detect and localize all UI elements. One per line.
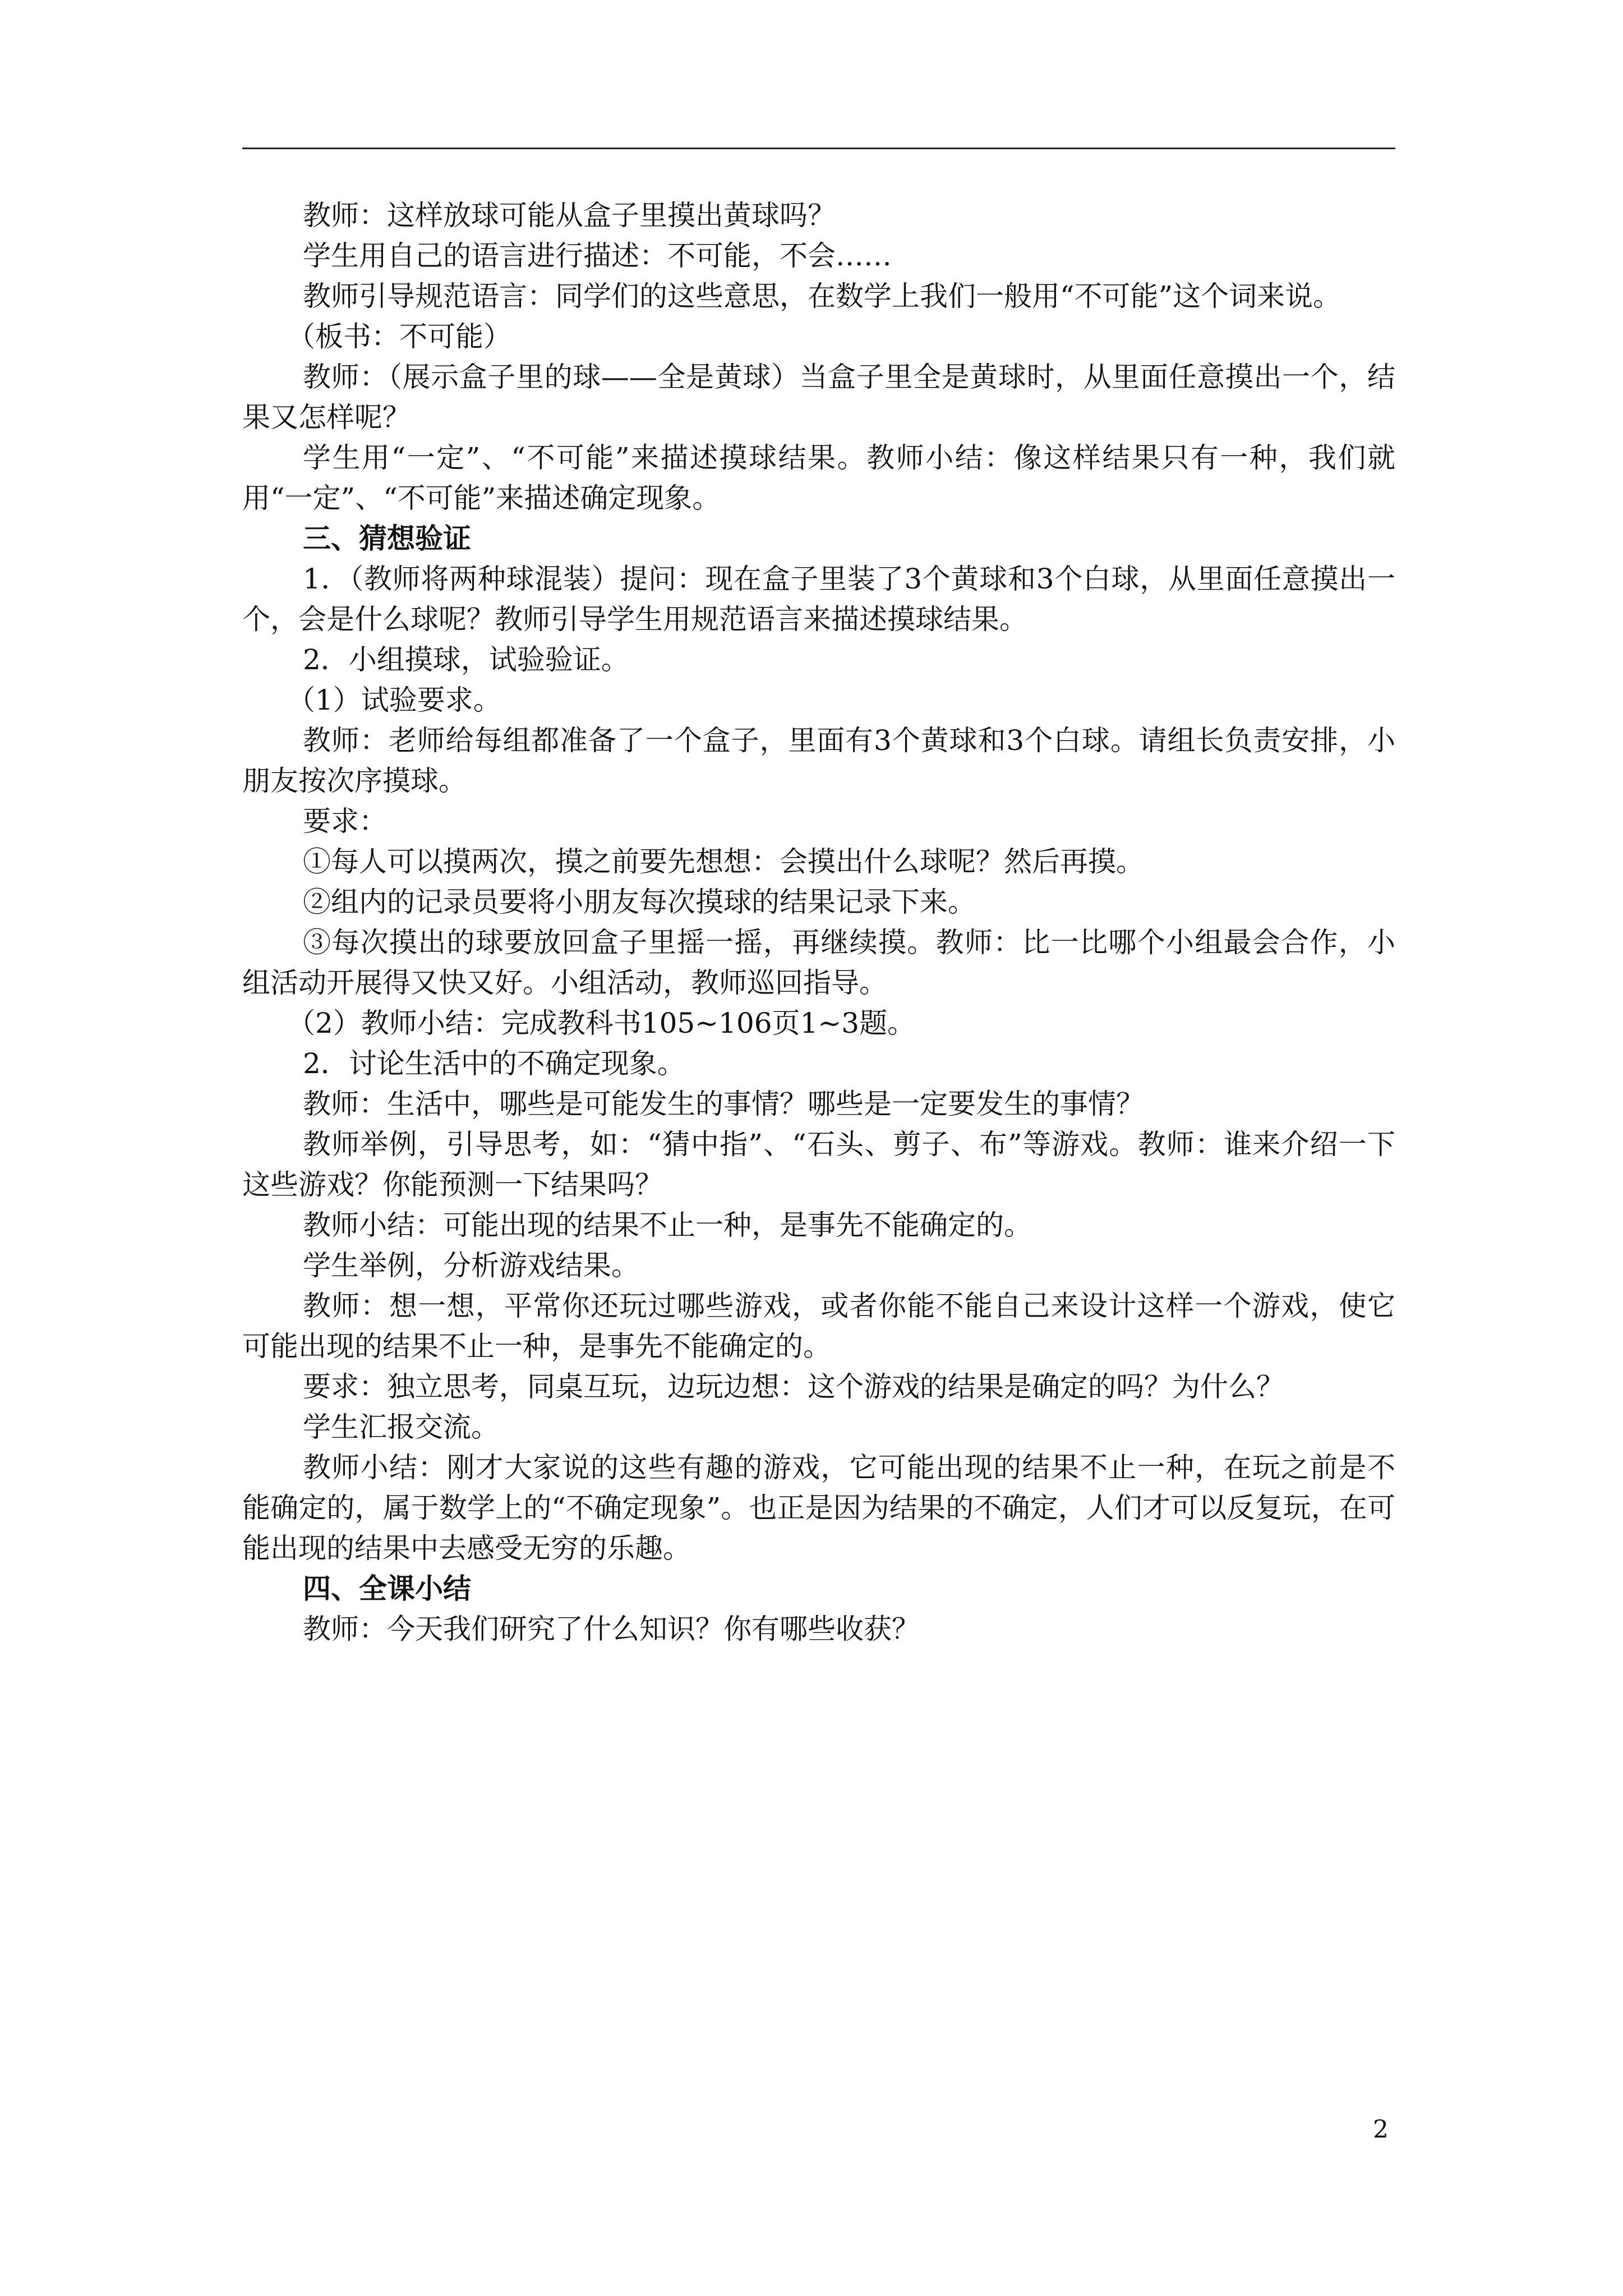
paragraph: 教师：今天我们研究了什么知识？你有哪些收获？ — [303, 1613, 920, 1645]
header-rule — [242, 148, 1395, 149]
paragraph: 1．（教师将两种球混装）提问：现在盒子里装了3个黄球和3个白球，从里面任意摸出一个，会是什么球呢？教师引导学生用规范语言来描述摸球结果。 — [242, 563, 1395, 636]
paragraph: ②组内的记录员要将小朋友每次摸球的结果记录下来。 — [303, 886, 976, 918]
paragraph: 教师：老师给每组都准备了一个盒子，里面有3个黄球和3个白球。请组长负责安排，小朋友按次序摸球。 — [242, 724, 1395, 797]
paragraph: （1）试验要求。 — [287, 684, 501, 716]
document-body — [242, 195, 1395, 1649]
paragraph: 教师：生活中，哪些是可能发生的事情？哪些是一定要发生的事情？ — [303, 1088, 1144, 1120]
paragraph: 要求：独立思考，同桌互玩，边玩边想：这个游戏的结果是确定的吗？为什么？ — [303, 1370, 1284, 1403]
paragraph: 学生举例，分析游戏结果。 — [303, 1249, 639, 1282]
paragraph: 教师举例，引导思考，如：“猜中指”、“石头、剪子、布”等游戏。教师：谁来介绍一下这些游戏？你能预测一下结果吗？ — [242, 1128, 1395, 1201]
page-number: 2 — [1373, 2115, 1389, 2144]
paragraph: 教师：想一想，平常你还玩过哪些游戏，或者你能不能自己来设计这样一个游戏，使它可能出现的结果不止一种，是事先不能确定的。 — [242, 1290, 1395, 1363]
section-heading: 三、猜想验证 — [303, 522, 471, 555]
paragraph: 教师：（展示盒子里的球——全是黄球）当盒子里全是黄球时，从里面任意摸出一个，结果又怎样呢？ — [242, 361, 1395, 434]
paragraph: 学生汇报交流。 — [303, 1411, 499, 1443]
paragraph: （2）教师小结：完成教科书105~106页1~3题。 — [287, 1007, 916, 1039]
section-heading: 四、全课小结 — [303, 1572, 471, 1605]
paragraph: ③每次摸出的球要放回盒子里摇一摇，再继续摸。教师：比一比哪个小组最会合作，小组活动开展得又快又好。小组活动，教师巡回指导。 — [242, 926, 1395, 999]
paragraph: 教师引导规范语言：同学们的这些意思，在数学上我们一般用“不可能”这个词来说。 — [303, 280, 1341, 312]
paragraph: 教师小结：刚才大家说的这些有趣的游戏，它可能出现的结果不止一种，在玩之前是不能确定的，属于数学上的“不确定现象”。也正是因为结果的不确定，人们才可以反复玩，在可能出现的结果中去感受无穷的乐趣。 — [242, 1451, 1395, 1565]
paragraph: 2．小组摸球，试验验证。 — [303, 643, 629, 676]
paragraph: 学生用自己的语言进行描述：不可能，不会…… — [303, 240, 892, 272]
paragraph: （板书：不可能） — [287, 320, 511, 353]
paragraph: 学生用“一定”、“不可能”来描述摸球结果。教师小结：像这样结果只有一种，我们就用“一定”、“不可能”来描述确定现象。 — [242, 441, 1395, 514]
paragraph: ①每人可以摸两次，摸之前要先想想：会摸出什么球呢？然后再摸。 — [303, 845, 1144, 878]
paragraph: 2．讨论生活中的不确定现象。 — [303, 1047, 685, 1080]
paragraph: 要求： — [303, 805, 387, 838]
paragraph: 教师：这样放球可能从盒子里摸出黄球吗？ — [303, 199, 836, 232]
paragraph: 教师小结：可能出现的结果不止一种，是事先不能确定的。 — [303, 1209, 1032, 1241]
